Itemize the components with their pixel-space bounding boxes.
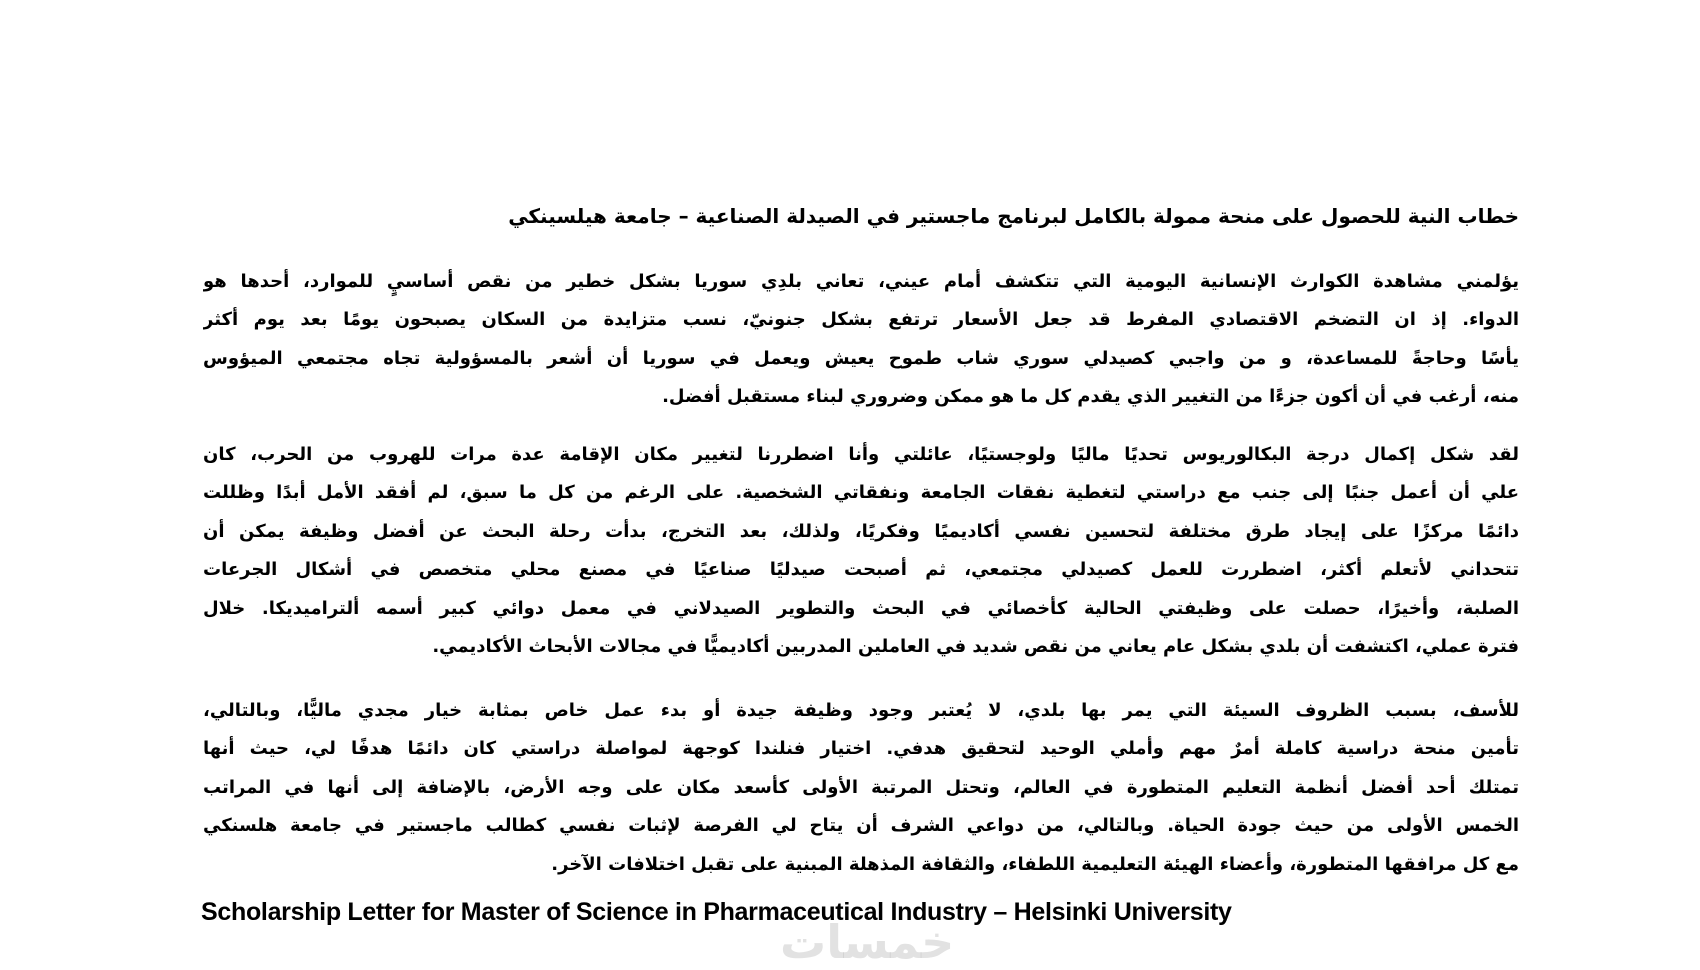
watermark-logo: خمسات xyxy=(780,915,955,969)
text-line: الدواء. إذ ان التضخم الاقتصادي المفرط قد جعل الأسعار ترتفع بشكل جنونيّ، نسب متزايدة من السكان يصبحون يومًا بعد يوم أكثر xyxy=(203,309,1519,330)
text-line: للأسف، بسبب الظروف السيئة التي يمر بها بلدي، لا يُعتبر وجود وظيفة جيدة أو بدء عمل خاص بمثابة خيار مجدي ماليًّا، وبالتالي، xyxy=(203,700,1519,721)
text-line: تتحداني لأتعلم أكثر، اضطررت للعمل كصيدلي مجتمعي، ثم أصبحت صيدليًا صناعيًا في مصنع محلي متخصص في أشكال الجرعات xyxy=(203,559,1519,580)
text-line: تأمين منحة دراسية كاملة أمرٌ مهم وأملي الوحيد لتحقيق هدفي. اختيار فنلندا كوجهة لمواصلة دراستي كان دائمًا هدفًا لي، حيث أنها xyxy=(203,738,1519,759)
text-line: دائمًا مركزًا على إيجاد طرق مختلفة لتحسين نفسي أكاديميًا وفكريًا، ولذلك، بعد التخرج، بدأت رحلة البحث عن أفضل وظيفة يمكن أن xyxy=(203,521,1519,542)
text-line: علي أن أعمل جنبًا إلى جنب مع دراستي لتغطية نفقات الجامعة ونفقاتي الشخصية. على الرغم من كل ما سبق، لم أفقد الأمل أبدًا وظللت xyxy=(203,482,1519,503)
text-line: الصلبة، وأخيرًا، حصلت على وظيفتي الحالية كأخصائي في البحث والتطوير الصيدلاني في معمل دوائي كبير أسمه ألتراميديكا. خلال xyxy=(203,598,1519,619)
text-line: الخمس الأولى من حيث جودة الحياة. وبالتالي، من دواعي الشرف أن يتاح لي الفرصة لإثبات نفسي كطالب ماجستير في جامعة هلسنكي xyxy=(203,815,1519,836)
arabic-title: خطاب النية للحصول على منحة ممولة بالكامل لبرنامج ماجستير في الصيدلة الصناعية – جامعة هيلسينكي xyxy=(508,204,1519,228)
text-line: لقد شكل إكمال درجة البكالوريوس تحديًا ماليًا ولوجستيًا، عائلتي وأنا اضطررنا لتغيير مكان الإقامة عدة مرات للهروب من الحرب، كان xyxy=(203,444,1519,465)
text-line: يأسًا وحاجةً للمساعدة، و من واجبي كصيدلي سوري شاب طموح يعيش ويعمل في سوريا أن أشعر بالمسؤولية تجاه مجتمعي الميؤوس xyxy=(203,348,1519,369)
text-line: تمتلك أحد أفضل أنظمة التعليم المتطورة في العالم، وتحتل المرتبة الأولى كأسعد مكان على وجه الأرض، بالإضافة إلى أنها في المراتب xyxy=(203,777,1519,798)
text-line: فترة عملي، اكتشفت أن بلدي بشكل عام يعاني من نقص شديد في العاملين المدربين أكاديميًّا في مجالات الأبحاث الأكاديمي. xyxy=(432,636,1519,657)
english-title: Scholarship Letter for Master of Science in Pharmaceutical Industry – Helsinki University xyxy=(201,898,1232,926)
text-line: منه، أرغب في أن أكون جزءًا من التغيير الذي يقدم كل ما هو ممكن وضروري لبناء مستقبل أفضل. xyxy=(662,386,1519,407)
text-line: مع كل مرافقها المتطورة، وأعضاء الهيئة التعليمية اللطفاء، والثقافة المذهلة المبنية على تقبل اختلافات الآخر. xyxy=(551,854,1519,875)
text-line: يؤلمني مشاهدة الكوارث الإنسانية اليومية التي تتكشف أمام عيني، تعاني بلدِي سوريا بشكل خطير من نقص أساسيٍ للموارد، أحدها هو xyxy=(203,271,1519,292)
